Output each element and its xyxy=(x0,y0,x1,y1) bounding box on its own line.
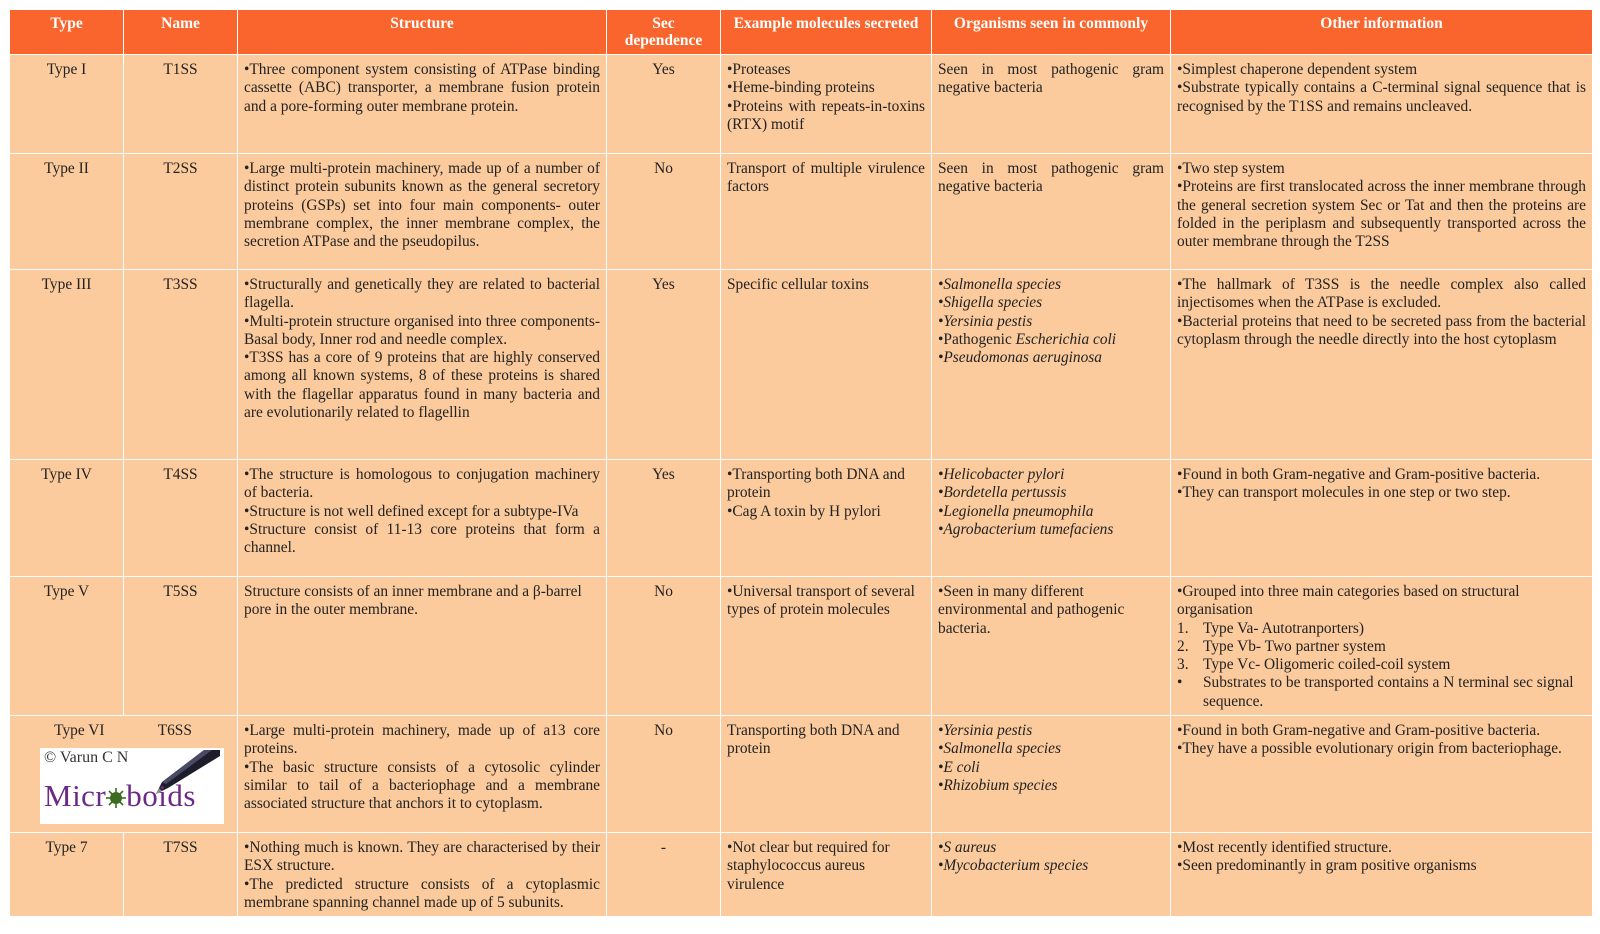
structure-item: •Multi-protein structure organised into three components- Basal body, Inner rod and needle complex. xyxy=(244,312,600,348)
header-example-molecules: Example molecules secreted xyxy=(721,10,932,55)
secretion-systems-table xyxy=(9,9,1593,917)
organism-item: •Bordetella pertussis xyxy=(938,484,1067,502)
other-item: •Substrate typically contains a C-terminal signal sequence that is recognised by the T1SS and remains uncleaved. xyxy=(1177,79,1586,115)
structure-item: •The predicted structure consists of a cytoplasmic membrane spanning channel made up of 5 subunits. xyxy=(244,875,600,911)
cell-other xyxy=(1171,55,1593,154)
other-list-item: 2. Type Vb- Two partner system xyxy=(1177,637,1386,655)
header-other-information: Other information xyxy=(1171,10,1593,55)
example-item: Specific cellular toxins xyxy=(727,276,869,293)
cell-sec: No xyxy=(607,154,721,270)
structure-item: •Nothing much is known. They are characterised by their ESX structure. xyxy=(244,839,600,875)
organism-text: Seen in most pathogenic gram negative bacteria xyxy=(938,61,1164,97)
structure-text: Structure consists of an inner membrane and a β-barrel pore in the outer membrane. xyxy=(244,583,582,619)
table-row xyxy=(10,270,1593,460)
cell-organisms xyxy=(932,55,1171,154)
cell-sec: Yes xyxy=(607,460,721,577)
microbe-icon xyxy=(106,786,126,808)
structure-item: •Structure is not well defined except for a subtype-IVa xyxy=(244,502,579,520)
cell-other xyxy=(1171,270,1593,460)
example-item: •Universal transport of several types of protein molecules xyxy=(727,583,915,619)
organism-item: •Pathogenic Escherichia coli xyxy=(938,330,1117,348)
cell-name: T3SS xyxy=(124,270,238,460)
cell-organisms xyxy=(932,154,1171,270)
table-row xyxy=(10,577,1593,716)
header-type: Type xyxy=(10,10,124,55)
organism-item: •Salmonella species xyxy=(938,276,1061,293)
structure-item: •Structurally and genetically they are related to bacterial flagella. xyxy=(244,276,600,312)
cell-type: Type 7 xyxy=(10,833,124,917)
cell-other xyxy=(1171,577,1593,716)
other-item: •Bacterial proteins that need to be secreted pass from the bacterial cytoplasm through the needle directly into the host cytoplasm xyxy=(1177,312,1586,348)
secretion-systems-table-container xyxy=(9,9,1592,917)
cell-sec: Yes xyxy=(607,55,721,154)
cell-name: T6SS xyxy=(157,722,192,740)
microboids-logo xyxy=(40,748,224,824)
cell-type: Type III xyxy=(10,270,124,460)
organism-item: •Yersinia pestis xyxy=(938,722,1033,740)
organism-item: •S aureus xyxy=(938,839,997,857)
other-item: •Found in both Gram-negative and Gram-positive bacteria. xyxy=(1177,466,1541,483)
cell-examples xyxy=(721,577,932,716)
table-row xyxy=(10,154,1593,270)
header-row xyxy=(10,10,1593,55)
logo-brand: Micr boids xyxy=(44,778,196,814)
structure-item: •Structure consist of 11-13 core proteins that form a channel. xyxy=(244,520,600,557)
header-name: Name xyxy=(124,10,238,55)
cell-type: Type V xyxy=(10,577,124,716)
header-organisms: Organisms seen in commonly xyxy=(932,10,1171,55)
cell-examples xyxy=(721,55,932,154)
cell-structure xyxy=(238,460,607,577)
structure-item: •T3SS has a core of 9 proteins that are highly conserved among all known systems, 8 of these proteins is shared with the flagellar apparatus found in many bacteria and are evolutionarily related to flagellin xyxy=(244,349,600,422)
header-sec-dependence: Sec dependence xyxy=(607,10,721,55)
cell-organisms xyxy=(932,833,1171,917)
example-item: •Cag A toxin by H pylori xyxy=(727,502,881,520)
cell-type: Type I xyxy=(10,55,124,154)
table-row xyxy=(10,460,1593,577)
other-item: •Two step system xyxy=(1177,160,1285,177)
other-item: •Seen predominantly in gram positive organisms xyxy=(1177,857,1477,875)
other-item: •Proteins are first translocated across the inner membrane through the general secretion system Sec or Tat and then the proteins are folded in the periplasm and subsequently transported across the outer membrane through the T2SS xyxy=(1177,178,1586,251)
cell-type: Type II xyxy=(10,154,124,270)
cell-examples xyxy=(721,833,932,917)
cell-examples xyxy=(721,270,932,460)
organism-item: •Yersinia pestis xyxy=(938,312,1033,330)
other-item: •They can transport molecules in one step or two step. xyxy=(1177,484,1511,502)
cell-type: Type VI xyxy=(54,722,105,740)
cell-structure xyxy=(238,577,607,716)
example-item: •Proteases xyxy=(727,61,791,78)
other-list-item: • Substrates to be transported contains a N terminal sec signal sequence. xyxy=(1177,674,1574,710)
cell-other xyxy=(1171,716,1593,833)
cell-sec: No xyxy=(607,577,721,716)
other-item: •They have a possible evolutionary origin from bacteriophage. xyxy=(1177,740,1562,758)
organism-item: •Agrobacterium tumefaciens xyxy=(938,520,1114,538)
cell-examples xyxy=(721,460,932,577)
cell-other xyxy=(1171,154,1593,270)
cell-type-name-with-logo xyxy=(10,716,238,833)
cell-structure xyxy=(238,55,607,154)
organism-item: •Rhizobium species xyxy=(938,776,1058,794)
structure-text: •Large multi-protein machinery, made up of a number of distinct protein subunits known as the general secretory proteins (GSPs) set into four main components- outer membrane complex, the inner membrane complex, the secretion ATPase and the pseudopilus. xyxy=(244,160,600,251)
table-row xyxy=(10,833,1593,917)
type-name-line xyxy=(40,722,231,740)
cell-name: T4SS xyxy=(124,460,238,577)
other-item: •Most recently identified structure. xyxy=(1177,839,1392,857)
example-item: •Heme-binding proteins xyxy=(727,79,875,97)
organism-item: •Mycobacterium species xyxy=(938,857,1089,875)
cell-structure xyxy=(238,833,607,917)
cell-structure xyxy=(238,154,607,270)
cell-sec: Yes xyxy=(607,270,721,460)
cell-name: T7SS xyxy=(124,833,238,917)
organism-item: •Helicobacter pylori xyxy=(938,466,1065,483)
cell-name: T5SS xyxy=(124,577,238,716)
cell-sec: No xyxy=(607,716,721,833)
example-item: Transporting both DNA and protein xyxy=(727,722,900,758)
cell-name: T2SS xyxy=(124,154,238,270)
cell-sec: - xyxy=(607,833,721,917)
table-row xyxy=(10,716,1593,833)
cell-structure xyxy=(238,716,607,833)
other-item: •The hallmark of T3SS is the needle complex also called injectisomes when the ATPase is excluded. xyxy=(1177,276,1586,312)
structure-item: •The structure is homologous to conjugation machinery of bacteria. xyxy=(244,466,600,502)
organism-item: •Pseudomonas aeruginosa xyxy=(938,349,1102,367)
cell-examples xyxy=(721,716,932,833)
cell-organisms xyxy=(932,716,1171,833)
cell-examples xyxy=(721,154,932,270)
cell-other xyxy=(1171,460,1593,577)
logo-copyright: © Varun C N xyxy=(44,749,129,767)
organism-text: •Seen in many different environmental and pathogenic bacteria. xyxy=(938,583,1125,637)
example-item: •Proteins with repeats-in-toxins (RTX) motif xyxy=(727,97,925,133)
organism-item: •Legionella pneumophila xyxy=(938,502,1094,520)
structure-item: •Large multi-protein machinery, made up of a13 core proteins. xyxy=(244,722,600,758)
other-item: •Found in both Gram-negative and Gram-positive bacteria. xyxy=(1177,722,1541,740)
header-structure: Structure xyxy=(238,10,607,55)
cell-organisms xyxy=(932,460,1171,577)
organism-item: •Shigella species xyxy=(938,294,1043,312)
organism-text: Seen in most pathogenic gram negative bacteria xyxy=(938,160,1164,196)
cell-other xyxy=(1171,833,1593,917)
other-list-item: 3. Type Vc- Oligomeric coiled-coil system xyxy=(1177,656,1451,674)
structure-item: •The basic structure consists of a cytosolic cylinder similar to tail of a bacteriophage and a membrane associated structure that anchors it to cytoplasm. xyxy=(244,758,600,813)
table-row xyxy=(10,55,1593,154)
example-item: •Not clear but required for staphylococcus aureus virulence xyxy=(727,839,890,893)
cell-structure xyxy=(238,270,607,460)
structure-text: •Three component system consisting of ATPase binding cassette (ABC) transporter, a membrane fusion protein and a pore-forming outer membrane protein. xyxy=(244,61,600,115)
other-list-item: 1. Type Va- Autotranporters) xyxy=(1177,619,1365,637)
example-item: Transport of multiple virulence factors xyxy=(727,160,925,196)
other-intro: •Grouped into three main categories based on structural organisation xyxy=(1177,583,1520,619)
cell-organisms xyxy=(932,577,1171,716)
organism-item: •E coli xyxy=(938,758,980,776)
cell-name: T1SS xyxy=(124,55,238,154)
cell-organisms xyxy=(932,270,1171,460)
organism-item: •Salmonella species xyxy=(938,740,1061,758)
other-item: •Simplest chaperone dependent system xyxy=(1177,61,1418,78)
example-item: •Transporting both DNA and protein xyxy=(727,466,905,502)
cell-type: Type IV xyxy=(10,460,124,577)
